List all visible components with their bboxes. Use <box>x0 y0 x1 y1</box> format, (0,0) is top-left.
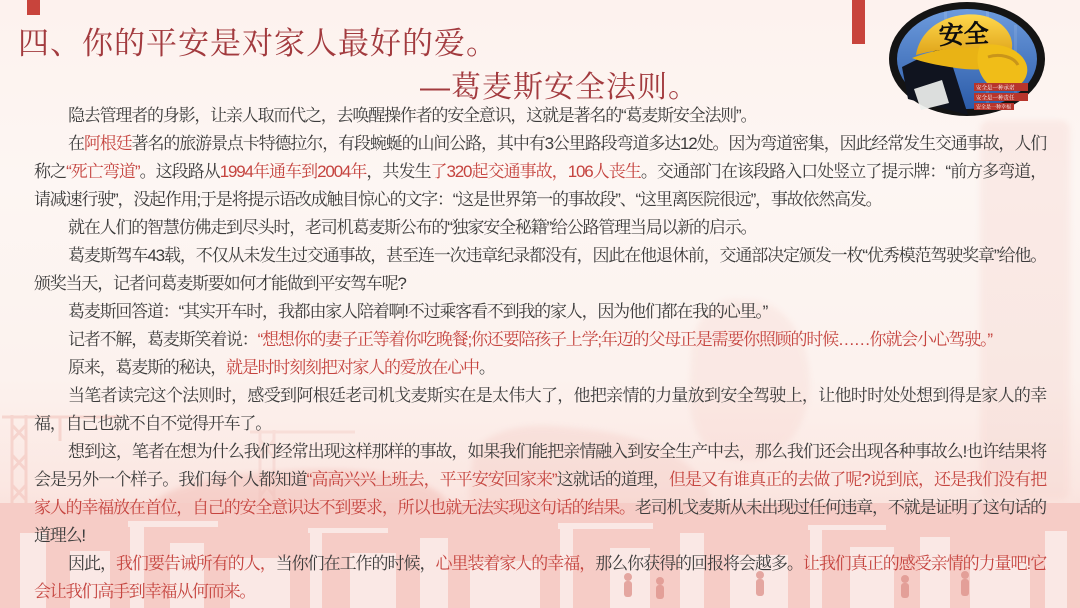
paragraph <box>34 326 1046 354</box>
text-run: 原来，葛麦斯的秘诀， <box>68 358 226 377</box>
text-run: 这就话的道理， <box>556 470 669 489</box>
text-run: 阿根廷 <box>83 134 132 153</box>
text-run: “高高兴兴上班去，平平安安回家来” <box>306 470 557 489</box>
text-run: 1994年通车到2004年 <box>219 162 367 181</box>
safety-badge-logo <box>888 1 1046 117</box>
text-run: “想想你的妻子正等着你吃晚餐;你还要陪孩子上学;年迈的父母正是需要你照顾的时候……你就会小心驾驶。” <box>257 330 992 349</box>
paragraph <box>34 382 1046 438</box>
text-run: 在 <box>68 134 84 153</box>
text-run: 就在人们的智慧仿佛走到尽头时，老司机葛麦斯公布的“独家安全秘籍”给公路管理当局以新的启示。 <box>68 218 757 237</box>
text-run: “死亡弯道” <box>66 162 140 181</box>
text-run: 因此， <box>68 554 116 573</box>
text-run: 葛麦斯驾车43载，不仅从未发生过交通事故，甚至连一次违章纪录都没有，因此在他退休前，交通部决定颁发一枚“优秀模范驾驶奖章”给他。颁奖当天，记者问葛麦斯要如何才能做到平安驾车呢? <box>34 246 1046 293</box>
logo-label: 安全 <box>938 19 990 51</box>
paragraph <box>34 298 1046 326</box>
red-corner-bar-left <box>27 0 40 15</box>
text-run: 就是时时刻刻把对家人的爱放在心中 <box>226 358 479 377</box>
slide-title: 四、你的平安是对家人最好的爱。 <box>18 26 498 61</box>
text-run: 葛麦斯回答道：“其实开车时，我都由家人陪着啊!不过乘客看不到我的家人，因为他们都在我的心里。” <box>68 302 768 321</box>
text-run: 那么你获得的回报将会越多。 <box>595 554 803 573</box>
text-run: 当你们在工作的时候， <box>275 554 436 573</box>
logo-caption: 安全是一种承诺 <box>976 85 1015 92</box>
text-run: 老司机戈麦斯从未出现过任何违章，不就是证明了这句话的道理么! <box>34 498 1046 545</box>
red-corner-bar-right <box>852 0 865 44</box>
text-run: 记者不解，葛麦斯笑着说： <box>68 330 258 349</box>
logo-caption: 安全是一种责任 <box>976 95 1015 102</box>
paragraph <box>34 214 1046 242</box>
paragraph <box>34 354 1046 382</box>
paragraph <box>34 550 1046 606</box>
text-run: 让我们真正的感受亲情的力量吧!它会让我们高手到幸福从何而来。 <box>34 554 1047 601</box>
text-run: 隐去管理者的身影，让亲人取而代之，去唤醒操作者的安全意识，这就是著名的“葛麦斯安全法则”。 <box>68 106 757 125</box>
text-run: 当笔者读完这个法则时，感受到阿根廷老司机戈麦斯实在是太伟大了，他把亲情的力量放到安全驾驶上，让他时时处处想到得是家人的幸福，自己也就不自不觉得开车了。 <box>34 386 1046 433</box>
text-run: 著名的旅游景点卡特德拉尔，有段蜿蜒的山间公路，其中有3公里路段弯道多达12处。因为弯道密集，因此经常发生交通事故，人们称之 <box>34 134 1047 181</box>
text-run: 了320起交通事故，106人丧生 <box>430 162 641 181</box>
text-run: 。交通部门在该段路入口处竖立了提示牌：“前方多弯道，请减速行驶”，没起作用;于是将提示语改成触目惊心的文字：“这是世界第一的事故段”、“这里离医院很远”，事故依然高发。 <box>34 162 1047 209</box>
text-run: 但是又有谁真正的去做了呢?说到底，还是我们没有把家人的幸福放在首位，自己的安全意识达不到要求，所以也就无法实现这句话的结果。 <box>34 470 1047 517</box>
body-text <box>34 102 1046 606</box>
paragraph <box>34 438 1046 550</box>
text-run: 我们要告诫所有的人， <box>115 554 276 573</box>
text-run: 想到这，笔者在想为什么我们经常出现这样那样的事故，如果我们能把亲情融入到安全生产中去，那么我们还会出现各种事故么!也许结果将会是另外一个样子。我们每个人都知道 <box>34 442 1046 489</box>
text-run: ，共发生 <box>366 162 431 181</box>
text-run: 。这段路从 <box>139 162 220 181</box>
logo-caption: 安全是一种幸福 <box>976 104 1012 111</box>
paragraph <box>34 242 1046 298</box>
paragraph <box>34 130 1046 214</box>
paragraph <box>34 102 1046 130</box>
slide-subtitle: —葛麦斯安全法则。 <box>420 71 699 104</box>
text-run: 心里装着家人的幸福， <box>435 554 596 573</box>
text-run: 。 <box>478 358 495 377</box>
